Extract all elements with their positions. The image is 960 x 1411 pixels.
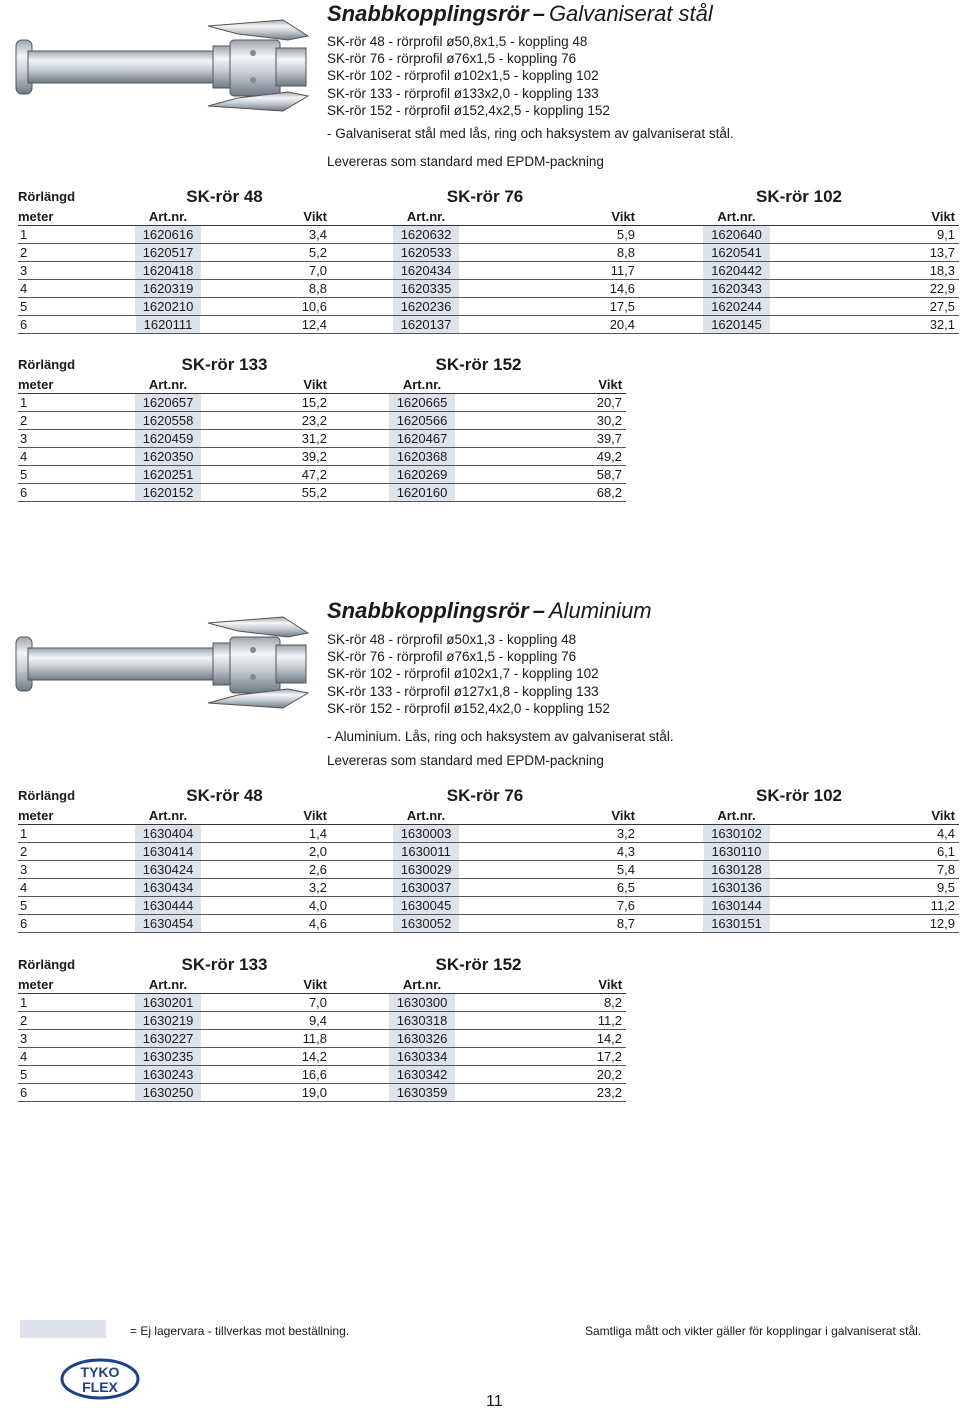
group-header: SK-rör 102 [756,187,842,206]
coupling-pipe-illustration [8,18,320,113]
art-nr-cell [118,226,218,244]
art-nr-value: 1620558 [135,412,202,429]
material-note: - Galvaniserat stål med lås, ring och haksystem av galvaniserat stål. [327,126,734,141]
weight-cell: 16,6 [218,1066,331,1084]
art-nr-cell [118,994,218,1012]
col-art: Art.nr. [331,208,521,226]
spec-line: SK-rör 133 - rörprofil ø133x2,0 - koppling 133 [327,85,599,101]
spec-list [327,33,610,119]
art-nr-cell [331,226,521,244]
weight-cell: 31,2 [218,430,331,448]
art-nr-cell [118,262,218,280]
art-nr-value: 1630102 [703,825,770,842]
spec-line: SK-rör 133 - rörprofil ø127x1,8 - koppling 133 [327,683,599,699]
table-row [18,448,626,466]
price-table [18,954,626,1102]
weight-cell: 8,8 [521,244,639,262]
art-nr-cell [331,316,521,334]
art-nr-value: 1620210 [135,298,202,315]
weight-cell: 9,5 [834,879,959,897]
weight-cell: 14,2 [218,1048,331,1066]
weight-cell: 39,7 [513,430,626,448]
weight-cell: 68,2 [513,484,626,502]
weight-cell: 8,2 [513,994,626,1012]
length-label: Rörlängd [18,957,76,972]
length-cell: 5 [18,466,118,484]
weight-cell: 18,3 [834,262,959,280]
art-nr-value: 1630151 [703,915,770,932]
unit-label: meter [18,976,118,994]
art-nr-cell [639,897,834,915]
art-nr-value: 1630359 [389,1084,456,1101]
art-nr-value: 1630045 [393,897,460,914]
weight-cell: 6,5 [521,879,639,897]
length-label: Rörlängd [18,189,76,204]
art-nr-value: 1630250 [135,1084,202,1101]
logo-text-bottom: FLEX [82,1379,118,1395]
art-nr-cell [639,244,834,262]
art-nr-value: 1620145 [703,316,770,333]
art-nr-cell [118,280,218,298]
art-nr-value: 1630219 [135,1012,202,1029]
length-cell: 2 [18,843,118,861]
weight-cell: 3,4 [218,226,331,244]
length-cell: 4 [18,879,118,897]
table-row [18,1030,626,1048]
art-nr-value: 1620533 [393,244,460,261]
art-nr-cell [331,244,521,262]
weight-cell: 10,6 [218,298,331,316]
art-nr-cell [331,1066,513,1084]
length-cell: 6 [18,316,118,334]
weight-cell: 9,4 [218,1012,331,1030]
spec-line: SK-rör 152 - rörprofil ø152,4x2,5 - koppling 152 [327,102,610,118]
weight-cell: 7,6 [521,897,639,915]
weight-cell: 7,8 [834,861,959,879]
col-vikt: Vikt [513,376,626,394]
art-nr-cell [331,1084,513,1102]
art-nr-value: 1630235 [135,1048,202,1065]
art-nr-cell [331,861,521,879]
weight-cell: 11,2 [834,897,959,915]
table-row [18,412,626,430]
weight-cell: 23,2 [218,412,331,430]
weight-cell: 2,6 [218,861,331,879]
length-label: Rörlängd [18,357,76,372]
page-number: 11 [486,1393,503,1410]
weight-cell: 11,8 [218,1030,331,1048]
art-nr-cell [118,915,218,933]
weight-cell: 39,2 [218,448,331,466]
delivery-note: Levereras som standard med EPDM-packning [327,753,604,768]
art-nr-value: 1630110 [704,843,770,860]
art-nr-value: 1630011 [393,843,459,860]
table-row [18,226,959,244]
art-nr-cell [331,394,513,412]
length-cell: 3 [18,430,118,448]
art-nr-value: 1630300 [389,994,456,1011]
length-cell: 6 [18,1084,118,1102]
length-cell: 1 [18,226,118,244]
weight-cell: 7,0 [218,262,331,280]
weight-cell: 22,9 [834,280,959,298]
weight-cell: 4,4 [834,825,959,843]
section-title-galvanized: Snabbkopplingsrör – Galvaniserat stål [327,1,713,26]
group-header: SK-rör 102 [756,786,842,805]
weight-cell: 17,5 [521,298,639,316]
col-art: Art.nr. [118,807,218,825]
table-row [18,316,959,334]
art-nr-value: 1630318 [389,1012,456,1029]
table-row [18,1084,626,1102]
table-row [18,843,959,861]
art-nr-cell [118,897,218,915]
art-nr-cell [331,994,513,1012]
art-nr-value: 1620319 [135,280,202,297]
weight-cell: 4,6 [218,915,331,933]
art-nr-value: 1630454 [135,915,202,932]
art-nr-cell [331,915,521,933]
weight-cell: 8,8 [218,280,331,298]
art-nr-cell [331,484,513,502]
art-nr-value: 1620251 [135,466,202,483]
table-row [18,915,959,933]
col-art: Art.nr. [331,376,513,394]
table-row [18,244,959,262]
group-header: SK-rör 48 [186,786,263,805]
length-cell: 5 [18,897,118,915]
table-row [18,466,626,484]
weight-cell: 11,2 [513,1012,626,1030]
weight-cell: 3,2 [218,879,331,897]
art-nr-value: 1630434 [135,879,202,896]
art-nr-cell [331,825,521,843]
art-nr-value: 1620467 [389,430,456,447]
art-nr-cell [331,897,521,915]
col-vikt: Vikt [521,208,639,226]
length-cell: 2 [18,1012,118,1030]
table-row [18,1048,626,1066]
art-nr-cell [639,298,834,316]
weight-cell: 4,3 [521,843,639,861]
col-vikt: Vikt [513,976,626,994]
group-header: SK-rör 76 [446,187,524,206]
art-nr-cell [118,843,218,861]
price-table [18,354,626,502]
art-nr-value: 1630444 [135,897,202,914]
weight-cell: 58,7 [513,466,626,484]
art-nr-cell [331,1012,513,1030]
weight-cell: 5,9 [521,226,639,244]
table-row [18,298,959,316]
table-row [18,879,959,897]
art-nr-cell [331,280,521,298]
unit-label: meter [18,376,118,394]
col-art: Art.nr. [118,208,218,226]
length-cell: 1 [18,394,118,412]
col-vikt: Vikt [834,208,959,226]
weight-cell: 2,0 [218,843,331,861]
not-in-stock-swatch [20,1320,106,1338]
col-vikt: Vikt [218,976,331,994]
art-nr-value: 1630342 [389,1066,456,1083]
weight-cell: 5,4 [521,861,639,879]
art-nr-value: 1620350 [135,448,202,465]
spec-line: SK-rör 48 - rörprofil ø50x1,3 - koppling 48 [327,632,577,647]
table-row [18,825,959,843]
material-note: - Aluminium. Lås, ring och haksystem av galvaniserat stål. [327,729,674,744]
art-nr-cell [118,1066,218,1084]
weight-cell: 55,2 [218,484,331,502]
art-nr-value: 1630037 [393,879,460,896]
col-art: Art.nr. [639,208,834,226]
art-nr-value: 1620442 [703,262,770,279]
spec-line: SK-rör 48 - rörprofil ø50,8x1,5 - koppling 48 [327,34,588,49]
unit-label: meter [18,208,118,226]
art-nr-value: 1630243 [135,1066,202,1083]
art-nr-value: 1630144 [703,897,770,914]
length-cell: 5 [18,1066,118,1084]
weight-cell: 4,0 [218,897,331,915]
price-table [18,186,959,334]
col-vikt: Vikt [521,807,639,825]
art-nr-cell [118,484,218,502]
col-vikt: Vikt [218,376,331,394]
art-nr-cell [118,430,218,448]
art-nr-value: 1630201 [135,994,202,1011]
table-row [18,262,959,280]
weight-cell: 13,7 [834,244,959,262]
art-nr-cell [118,1012,218,1030]
art-nr-cell [118,316,218,334]
length-cell: 5 [18,298,118,316]
art-nr-value: 1630404 [135,825,202,842]
art-nr-cell [118,1084,218,1102]
col-vikt: Vikt [834,807,959,825]
art-nr-value: 1630128 [703,861,770,878]
art-nr-cell [331,298,521,316]
table-row [18,861,959,879]
col-art: Art.nr. [639,807,834,825]
art-nr-value: 1630424 [135,861,202,878]
table-row [18,280,959,298]
art-nr-value: 1620137 [393,316,460,333]
weight-cell: 15,2 [218,394,331,412]
art-nr-value: 1620434 [393,262,460,279]
art-nr-cell [118,861,218,879]
section-title-aluminium: Snabbkopplingsrör – Aluminium [327,598,652,623]
art-nr-cell [331,1048,513,1066]
disclaimer-note: Samtliga mått och vikter gäller för kopplingar i galvaniserat stål. [585,1324,922,1338]
length-cell: 1 [18,994,118,1012]
length-cell: 6 [18,484,118,502]
weight-cell: 27,5 [834,298,959,316]
unit-label: meter [18,807,118,825]
art-nr-value: 1620632 [393,226,460,243]
weight-cell: 6,1 [834,843,959,861]
art-nr-value: 1620657 [135,394,202,411]
weight-cell: 14,6 [521,280,639,298]
art-nr-cell [331,430,513,448]
weight-cell: 12,4 [218,316,331,334]
length-cell: 4 [18,1048,118,1066]
weight-cell: 14,2 [513,1030,626,1048]
art-nr-value: 1630326 [389,1030,456,1047]
art-nr-value: 1620111 [136,316,201,333]
coupling-pipe-illustration [8,615,320,710]
art-nr-value: 1620368 [389,448,456,465]
art-nr-value: 1620616 [135,226,202,243]
art-nr-cell [331,466,513,484]
weight-cell: 49,2 [513,448,626,466]
col-art: Art.nr. [331,807,521,825]
art-nr-cell [331,412,513,430]
col-vikt: Vikt [218,208,331,226]
weight-cell: 7,0 [218,994,331,1012]
spec-line: SK-rör 76 - rörprofil ø76x1,5 - koppling 76 [327,51,577,67]
art-nr-cell [118,1048,218,1066]
weight-cell: 20,2 [513,1066,626,1084]
weight-cell: 3,2 [521,825,639,843]
art-nr-value: 1620640 [703,226,770,243]
table-row [18,994,626,1012]
art-nr-cell [331,879,521,897]
weight-cell: 19,0 [218,1084,331,1102]
spec-list [327,631,610,717]
art-nr-cell [331,843,521,861]
group-header: SK-rör 152 [435,955,522,974]
weight-cell: 32,1 [834,316,959,334]
art-nr-value: 1620236 [393,298,460,315]
table-row [18,430,626,448]
art-nr-cell [639,879,834,897]
group-header: SK-rör 76 [446,786,524,805]
art-nr-value: 1620160 [389,484,456,501]
art-nr-cell [331,448,513,466]
art-nr-value: 1620335 [393,280,460,297]
weight-cell: 47,2 [218,466,331,484]
length-cell: 3 [18,861,118,879]
art-nr-cell [639,262,834,280]
table-row [18,897,959,915]
art-nr-cell [118,412,218,430]
group-header: SK-rör 48 [186,187,263,206]
weight-cell: 23,2 [513,1084,626,1102]
art-nr-value: 1630414 [135,843,202,860]
art-nr-cell [639,226,834,244]
length-cell: 3 [18,262,118,280]
length-cell: 1 [18,825,118,843]
art-nr-value: 1630227 [135,1030,202,1047]
col-art: Art.nr. [118,376,218,394]
length-cell: 3 [18,1030,118,1048]
tykoflex-logo [60,1358,140,1400]
art-nr-value: 1620665 [389,394,456,411]
art-nr-value: 1620566 [389,412,456,429]
col-vikt: Vikt [218,807,331,825]
art-nr-cell [331,262,521,280]
length-cell: 2 [18,412,118,430]
spec-line: SK-rör 76 - rörprofil ø76x1,5 - koppling 76 [327,649,577,665]
weight-cell: 17,2 [513,1048,626,1066]
art-nr-cell [639,861,834,879]
weight-cell: 11,7 [521,262,639,280]
weight-cell: 20,4 [521,316,639,334]
art-nr-cell [118,879,218,897]
art-nr-value: 1620459 [135,430,202,447]
art-nr-value: 1630003 [393,825,460,842]
weight-cell: 30,2 [513,412,626,430]
art-nr-value: 1630052 [393,915,460,932]
art-nr-cell [118,448,218,466]
length-cell: 4 [18,448,118,466]
weight-cell: 9,1 [834,226,959,244]
length-cell: 2 [18,244,118,262]
table-row [18,484,626,502]
art-nr-cell [639,316,834,334]
art-nr-cell [118,394,218,412]
art-nr-value: 1620269 [389,466,456,483]
group-header: SK-rör 152 [435,355,522,374]
art-nr-value: 1630334 [389,1048,456,1065]
art-nr-cell [639,825,834,843]
weight-cell: 20,7 [513,394,626,412]
art-nr-value: 1620517 [135,244,202,261]
table-row [18,1066,626,1084]
delivery-note: Levereras som standard med EPDM-packning [327,154,604,169]
weight-cell: 8,7 [521,915,639,933]
art-nr-value: 1630136 [703,879,770,896]
art-nr-cell [118,825,218,843]
art-nr-cell [639,280,834,298]
table-row [18,394,626,412]
spec-line: SK-rör 102 - rörprofil ø102x1,5 - koppling 102 [327,68,599,84]
col-art: Art.nr. [331,976,513,994]
art-nr-value: 1620343 [703,280,770,297]
length-label: Rörlängd [18,788,76,803]
table-row [18,1012,626,1030]
art-nr-cell [639,915,834,933]
spec-line: SK-rör 152 - rörprofil ø152,4x2,0 - koppling 152 [327,700,610,716]
art-nr-cell [118,466,218,484]
legend-note: = Ej lagervara - tillverkas mot beställning. [130,1324,350,1338]
group-header: SK-rör 133 [181,955,268,974]
art-nr-cell [639,843,834,861]
spec-line: SK-rör 102 - rörprofil ø102x1,7 - koppling 102 [327,666,599,682]
art-nr-value: 1620541 [703,244,770,261]
length-cell: 6 [18,915,118,933]
logo-text-top: TYKO [80,1364,120,1380]
art-nr-cell [118,298,218,316]
group-header: SK-rör 133 [181,355,268,374]
length-cell: 4 [18,280,118,298]
weight-cell: 5,2 [218,244,331,262]
art-nr-cell [118,244,218,262]
col-art: Art.nr. [118,976,218,994]
art-nr-value: 1620418 [135,262,202,279]
art-nr-value: 1620152 [135,484,202,501]
art-nr-value: 1620244 [703,298,770,315]
weight-cell: 1,4 [218,825,331,843]
price-table [18,785,959,933]
art-nr-value: 1630029 [393,861,460,878]
art-nr-cell [331,1030,513,1048]
art-nr-cell [118,1030,218,1048]
weight-cell: 12,9 [834,915,959,933]
